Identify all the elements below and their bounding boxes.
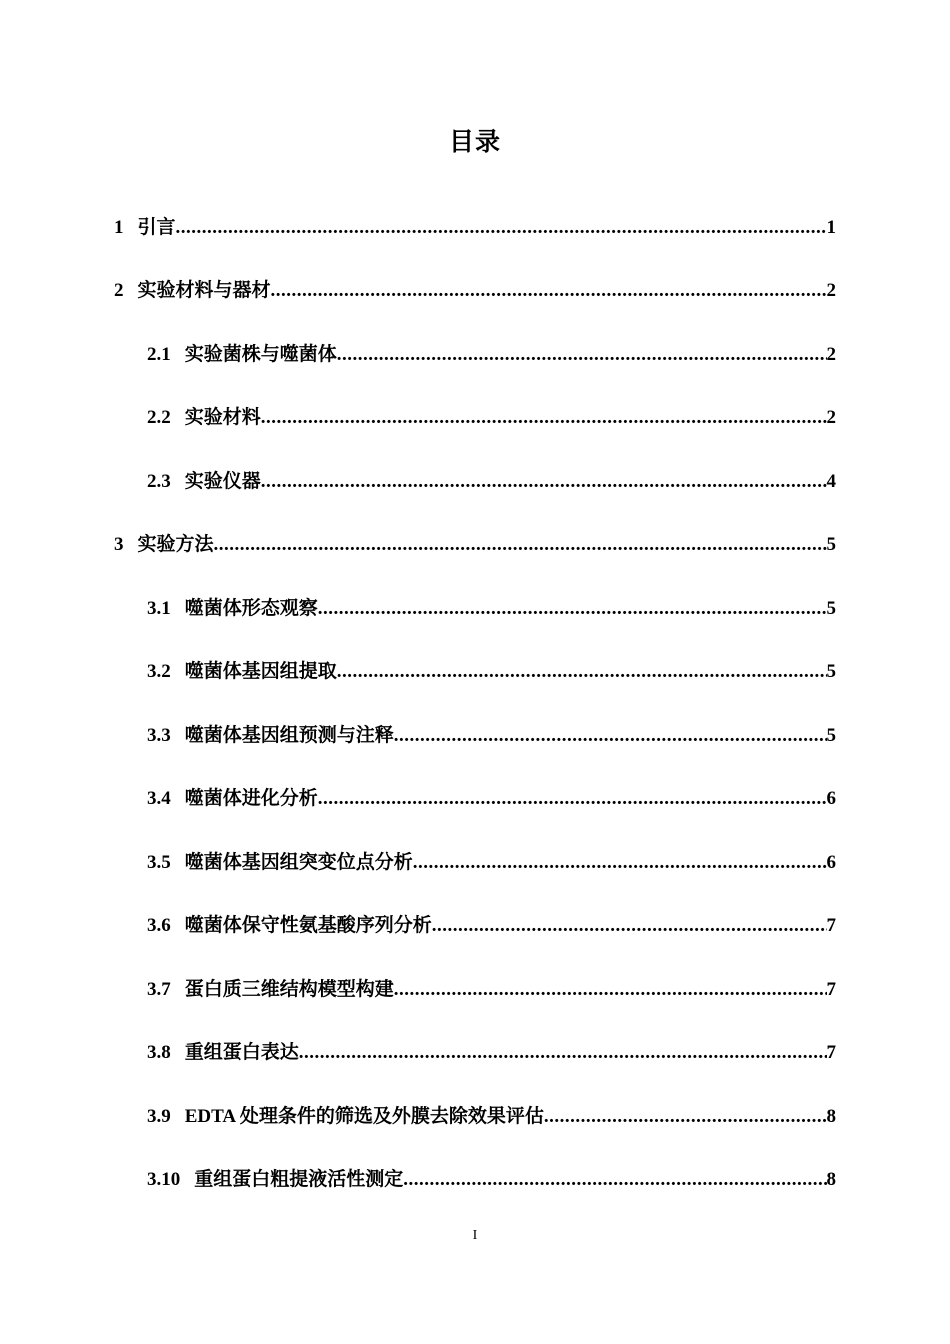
toc-page-number: 7 xyxy=(826,915,836,936)
toc-leader xyxy=(271,280,827,302)
toc-entry[interactable] xyxy=(114,529,836,561)
toc-title: 实验材料 xyxy=(184,407,261,428)
toc-entry[interactable] xyxy=(147,339,836,371)
page-title: 目录 xyxy=(448,129,501,156)
toc-entry[interactable] xyxy=(147,1101,836,1133)
toc-leader xyxy=(413,852,827,874)
toc-title: 重组蛋白粗提液活性测定 xyxy=(194,1169,404,1190)
toc-title: 实验材料与器材 xyxy=(137,280,271,301)
toc-number: 2.1 xyxy=(147,344,171,365)
toc-page-number: 6 xyxy=(826,788,836,809)
toc-title: EDTA 处理条件的筛选及外膜去除效果评估 xyxy=(184,1106,544,1127)
toc-number: 2 xyxy=(114,280,124,301)
toc-number: 3.5 xyxy=(147,852,171,873)
toc-title: 噬菌体基因组预测与注释 xyxy=(184,725,394,746)
toc-title: 噬菌体进化分析 xyxy=(184,788,318,809)
toc-leader xyxy=(318,598,827,620)
toc-title: 噬菌体基因组突变位点分析 xyxy=(184,852,413,873)
toc-title: 实验方法 xyxy=(137,534,214,555)
toc-number: 3.10 xyxy=(147,1169,181,1190)
toc-leader xyxy=(214,534,827,556)
toc-page-number: 1 xyxy=(826,217,836,238)
toc-entry[interactable] xyxy=(147,847,836,879)
toc-number: 3.8 xyxy=(147,1042,171,1063)
toc-title: 噬菌体形态观察 xyxy=(184,598,318,619)
toc-entry[interactable] xyxy=(147,974,836,1006)
toc-leader xyxy=(299,1042,827,1064)
toc-page-number: 5 xyxy=(826,725,836,746)
toc-title: 噬菌体基因组提取 xyxy=(184,661,337,682)
toc-page-number: 4 xyxy=(826,471,836,492)
toc-leader xyxy=(544,1106,827,1128)
toc-leader xyxy=(394,979,827,1001)
toc-number: 3.3 xyxy=(147,725,171,746)
toc-entry[interactable] xyxy=(147,656,836,688)
toc-title: 引言 xyxy=(137,217,176,238)
toc-leader xyxy=(337,661,827,683)
toc-page-number: 6 xyxy=(826,852,836,873)
toc-entry[interactable] xyxy=(147,593,836,625)
toc-title: 蛋白质三维结构模型构建 xyxy=(184,979,394,1000)
toc-number: 3.7 xyxy=(147,979,171,1000)
toc-page-number: 8 xyxy=(826,1169,836,1190)
toc-page-number: 5 xyxy=(826,661,836,682)
toc-number: 3.9 xyxy=(147,1106,171,1127)
toc-leader xyxy=(261,407,827,429)
toc-entry[interactable] xyxy=(114,212,836,244)
toc-leader xyxy=(432,915,827,937)
toc-entry[interactable] xyxy=(147,1037,836,1069)
toc-number: 3.1 xyxy=(147,598,171,619)
toc-entry[interactable] xyxy=(147,1164,836,1196)
toc-title: 实验菌株与噬菌体 xyxy=(184,344,337,365)
toc-page-number: 2 xyxy=(826,407,836,428)
toc-entry[interactable] xyxy=(147,910,836,942)
toc-title: 实验仪器 xyxy=(184,471,261,492)
toc-leader xyxy=(394,725,827,747)
toc-title: 噬菌体保守性氨基酸序列分析 xyxy=(184,915,432,936)
toc-leader xyxy=(403,1169,826,1191)
toc-entry[interactable] xyxy=(147,402,836,434)
toc-number: 2.3 xyxy=(147,471,171,492)
page-number-footer: I xyxy=(472,1228,478,1243)
toc-leader xyxy=(337,344,827,366)
toc-page-number: 5 xyxy=(826,598,836,619)
toc-entry[interactable] xyxy=(114,275,836,307)
toc-number: 3.6 xyxy=(147,915,171,936)
toc-page-number: 2 xyxy=(826,280,836,301)
toc-page-number: 8 xyxy=(826,1106,836,1127)
toc-number: 3.4 xyxy=(147,788,171,809)
toc-number: 3.2 xyxy=(147,661,171,682)
toc-title: 重组蛋白表达 xyxy=(184,1042,299,1063)
toc-entry[interactable] xyxy=(147,720,836,752)
toc-number: 1 xyxy=(114,217,124,238)
toc-entry[interactable] xyxy=(147,783,836,815)
toc-leader xyxy=(176,217,827,239)
toc-page-number: 5 xyxy=(826,534,836,555)
toc-page-number: 7 xyxy=(826,1042,836,1063)
toc-number: 2.2 xyxy=(147,407,171,428)
toc-entry[interactable] xyxy=(147,466,836,498)
toc-leader xyxy=(261,471,827,493)
toc-number: 3 xyxy=(114,534,124,555)
toc-page-number: 7 xyxy=(826,979,836,1000)
toc-leader xyxy=(318,788,827,810)
toc-page-number: 2 xyxy=(826,344,836,365)
